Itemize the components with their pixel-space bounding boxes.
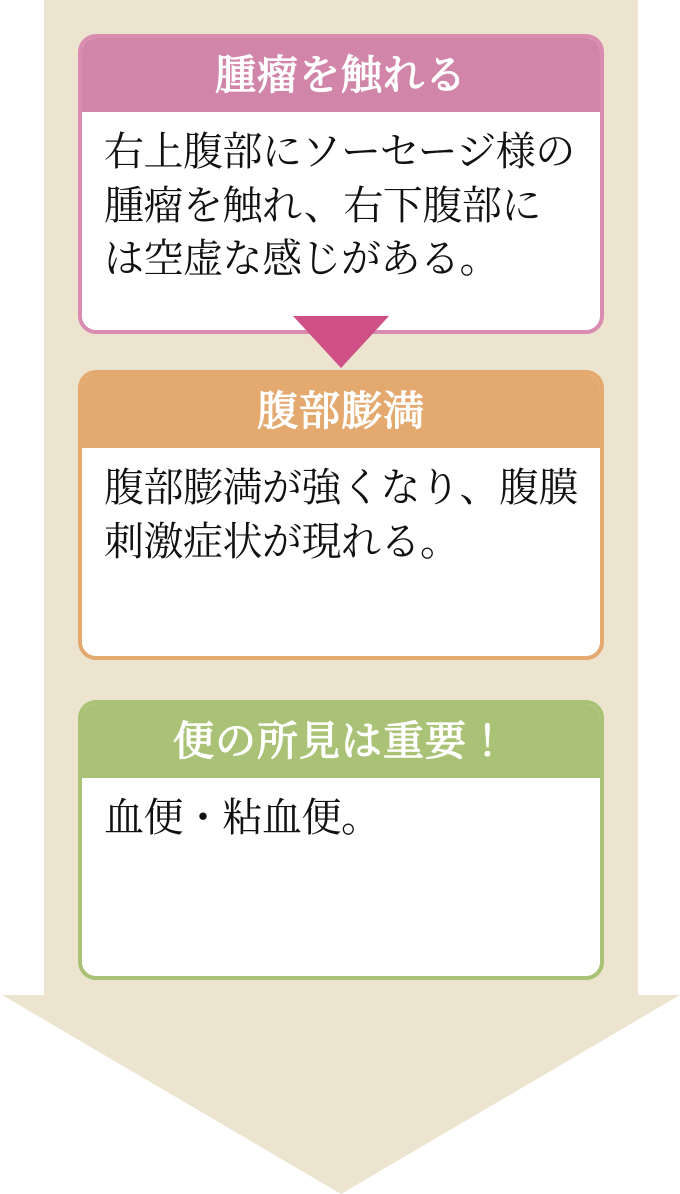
card-stool bbox=[78, 700, 604, 980]
card-distension-header: 腹部膨満 bbox=[82, 374, 600, 448]
card-stool-header: 便の所見は重要！ bbox=[82, 704, 600, 778]
card-distension bbox=[78, 370, 604, 660]
card-stool-body: 血便・粘血便。 bbox=[104, 796, 381, 840]
card-tumor-header: 腫瘤を触れる bbox=[82, 38, 600, 112]
card-distension-body: 腹部膨満が強くなり、腹膜刺激症状が現れる。 bbox=[104, 466, 578, 564]
card-tumor-body: 右上腹部にソーセージ様の腫瘤を触れ、右下腹部には空虚な感じがある。 bbox=[104, 130, 575, 282]
connector-arrow-icon bbox=[293, 316, 389, 368]
card-tumor bbox=[78, 34, 604, 334]
